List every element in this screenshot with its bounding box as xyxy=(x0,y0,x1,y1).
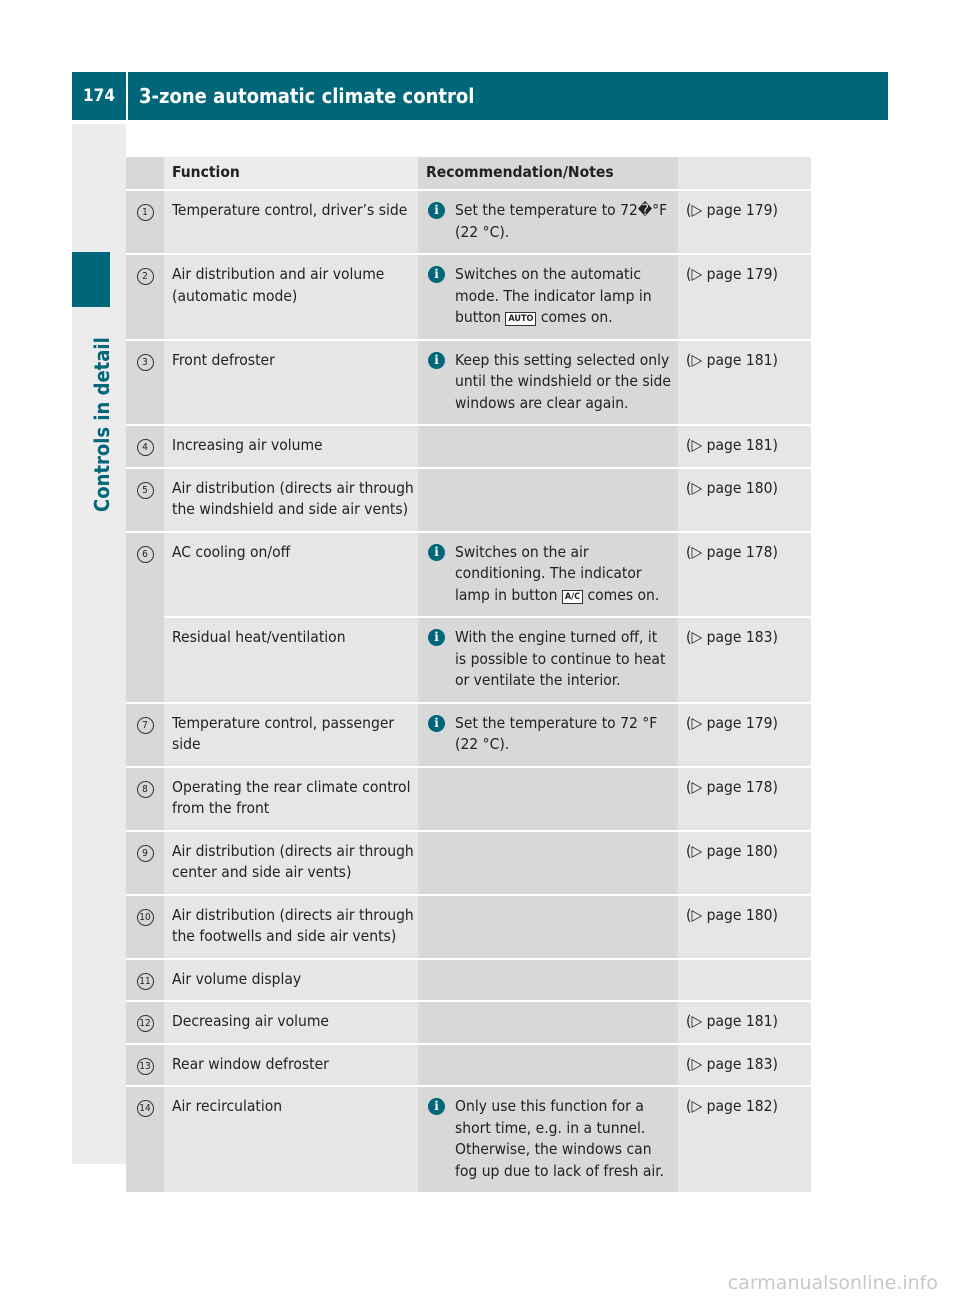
row-note: Only use this function for a short time, e.g. in a tunnel. Otherwise, the windows can fog up due to lack of fresh air. xyxy=(455,1097,664,1180)
row-page-ref: (▷ page 179) xyxy=(678,191,811,253)
row-function: Air volume display xyxy=(164,960,418,1001)
note-text: Switches on the automatic mode. The indicator lamp in button xyxy=(455,265,652,326)
header-function: Function xyxy=(164,157,418,189)
note-text: comes on. xyxy=(583,585,660,604)
row-note-empty xyxy=(418,469,678,531)
row-page-ref: (▷ page 180) xyxy=(678,469,811,531)
row-page-ref: (▷ page 183) xyxy=(678,1045,811,1086)
row-number: 4 xyxy=(137,439,154,456)
note-text: comes on. xyxy=(536,308,613,326)
row-note-empty xyxy=(418,896,678,958)
table-row xyxy=(126,191,811,253)
table-row xyxy=(126,896,811,958)
table-row xyxy=(126,1002,811,1043)
header-ref-cell xyxy=(678,157,811,189)
row-note-empty xyxy=(418,832,678,894)
header-num-cell xyxy=(126,157,164,189)
info-icon: i xyxy=(428,1098,445,1115)
row-function: Temperature control, driver’s side xyxy=(164,191,418,253)
row-function: Increasing air volume xyxy=(164,426,418,467)
row-function: Air recirculation xyxy=(164,1087,418,1192)
note-text: Switches on the air conditioning. The indicator lamp in button xyxy=(455,542,642,604)
row-note-empty xyxy=(418,768,678,830)
row-function: Temperature control, passenger side xyxy=(164,704,418,766)
row-note-empty xyxy=(418,960,678,1001)
table-row xyxy=(126,469,811,531)
row-function: Air distribution (directs air through the windshield and side air vents) xyxy=(164,469,418,531)
row-note-empty xyxy=(418,1002,678,1043)
row-number: 6 xyxy=(137,546,154,563)
table-row xyxy=(126,768,811,830)
table-row xyxy=(126,341,811,425)
row-page-ref: (▷ page 180) xyxy=(678,896,811,958)
row-note: Set the temperature to 72�°F (22 °C). xyxy=(455,201,668,241)
header-recommendation: Recommendation/Notes xyxy=(418,157,678,189)
row-page-ref: (▷ page 178) xyxy=(678,533,811,617)
table-header-row xyxy=(126,157,811,189)
row-number: 13 xyxy=(137,1058,154,1075)
info-icon: i xyxy=(428,715,445,732)
row-number: 11 xyxy=(137,973,154,990)
row-function: Front defroster xyxy=(164,341,418,425)
row-function: AC cooling on/off xyxy=(164,533,418,617)
row-page-ref: (▷ page 179) xyxy=(678,255,811,339)
row-function: Air distribution and air volume (automatic mode) xyxy=(164,255,418,339)
watermark-link[interactable]: carmanualsonline.info xyxy=(727,1272,938,1294)
auto-button-icon: AUTO xyxy=(505,312,536,326)
row-page-ref-empty xyxy=(678,960,811,1001)
table-row xyxy=(126,704,811,766)
row-note-empty xyxy=(418,426,678,467)
row-note: Keep this setting selected only until the windshield or the side windows are clear again. xyxy=(455,350,671,412)
row-function: Air distribution (directs air through center and side air vents) xyxy=(164,832,418,894)
row-function: Residual heat/ventilation xyxy=(164,618,418,702)
row-note xyxy=(455,264,672,329)
row-note-empty xyxy=(418,1045,678,1086)
ac-button-icon: A/C xyxy=(562,590,583,604)
table-row xyxy=(126,533,811,617)
table-row xyxy=(126,618,811,702)
page-title: 3-zone automatic climate control xyxy=(128,72,888,120)
row-number: 5 xyxy=(137,482,154,499)
info-icon: i xyxy=(428,544,445,561)
info-icon: i xyxy=(428,202,445,219)
row-note: Set the temperature to 72 °F (22 °C). xyxy=(455,713,658,753)
row-function: Air distribution (directs air through the footwells and side air vents) xyxy=(164,896,418,958)
row-function: Rear window defroster xyxy=(164,1045,418,1086)
row-function: Decreasing air volume xyxy=(164,1002,418,1043)
row-function: Operating the rear climate control from the front xyxy=(164,768,418,830)
section-label: Controls in detail xyxy=(90,337,114,512)
row-number: 2 xyxy=(137,268,154,285)
row-page-ref: (▷ page 183) xyxy=(678,618,811,702)
row-number: 12 xyxy=(137,1015,154,1032)
function-table xyxy=(126,155,811,1194)
row-number: 7 xyxy=(137,717,154,734)
row-number: 14 xyxy=(137,1100,154,1117)
page-number: 174 xyxy=(72,72,126,120)
row-note xyxy=(455,542,672,607)
row-number: 9 xyxy=(137,845,154,862)
row-page-ref: (▷ page 178) xyxy=(678,768,811,830)
table-row xyxy=(126,1087,811,1192)
info-icon: i xyxy=(428,266,445,283)
table-row xyxy=(126,426,811,467)
row-note: With the engine turned off, it is possible to continue to heat or ventilate the interior. xyxy=(455,628,666,689)
row-number: 10 xyxy=(137,909,154,926)
row-page-ref: (▷ page 182) xyxy=(678,1087,811,1192)
row-page-ref: (▷ page 181) xyxy=(678,1002,811,1043)
info-icon: i xyxy=(428,352,445,369)
table-row xyxy=(126,1045,811,1086)
table-row xyxy=(126,832,811,894)
table-row xyxy=(126,255,811,339)
info-icon: i xyxy=(428,629,445,646)
section-tab xyxy=(72,252,110,307)
row-number: 8 xyxy=(137,781,154,798)
row-page-ref: (▷ page 181) xyxy=(678,341,811,425)
table-row xyxy=(126,960,811,1001)
row-page-ref: (▷ page 181) xyxy=(678,426,811,467)
row-page-ref: (▷ page 179) xyxy=(678,704,811,766)
row-page-ref: (▷ page 180) xyxy=(678,832,811,894)
row-number: 1 xyxy=(137,204,154,221)
row-number: 3 xyxy=(137,354,154,371)
